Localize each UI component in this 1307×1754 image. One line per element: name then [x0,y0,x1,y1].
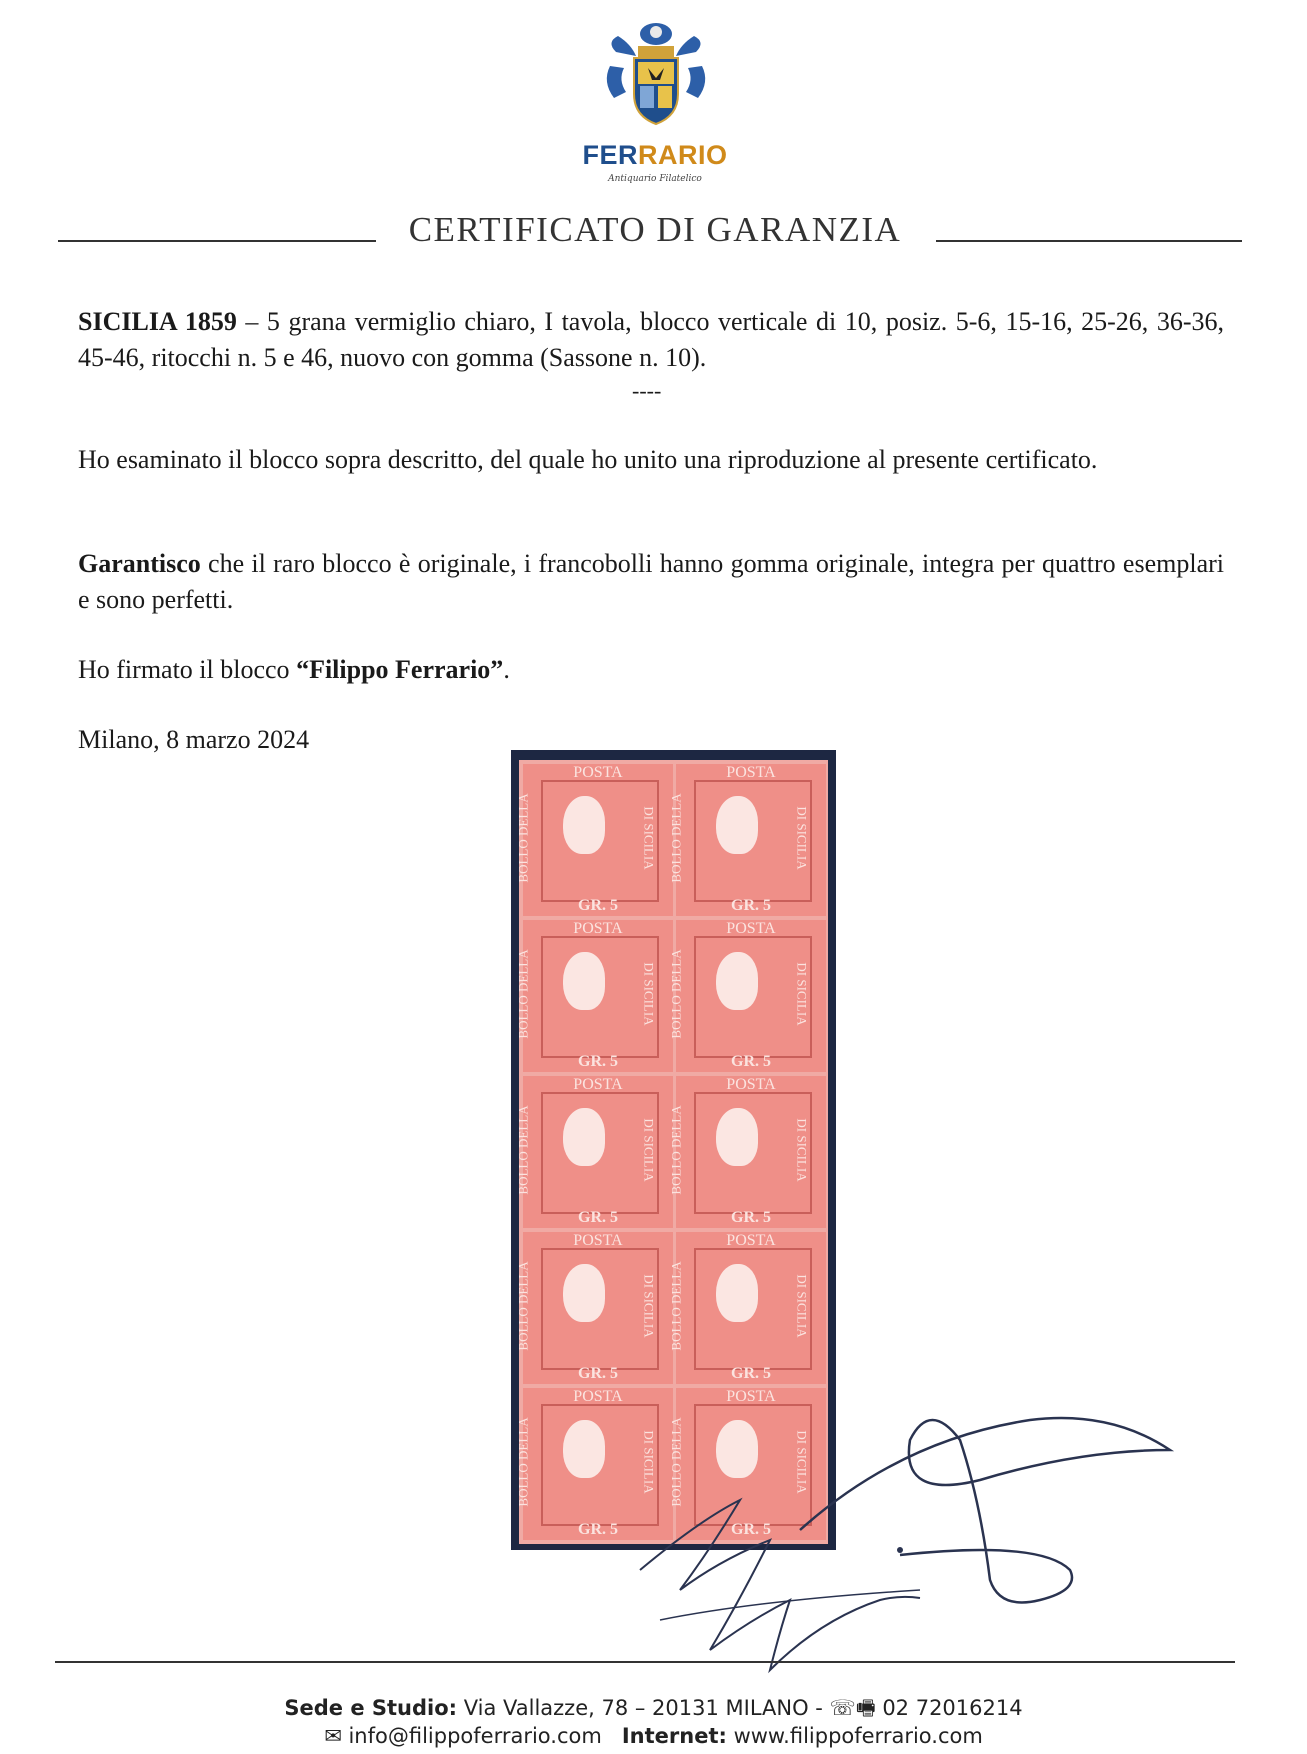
footer-rule [55,1661,1235,1663]
stamp-value-text: GR. 5 [731,1365,771,1382]
separator: ---- [632,378,662,403]
stamp-value-text: GR. 5 [731,1053,771,1070]
stamp-top-text: POSTA [726,920,776,937]
stamp [515,1232,673,1384]
stamp-right-text: DI SICILIA [641,1118,657,1182]
place-date: Milano, 8 marzo 2024 [78,725,310,754]
stamp-value-text: GR. 5 [731,1521,771,1538]
stamp-value-text: GR. 5 [731,1209,771,1226]
brand-name: FERRARIO [582,140,728,170]
stamp [668,1076,826,1228]
stamp [668,764,826,916]
stamp-top-text: POSTA [726,1232,776,1249]
stamp-right-text: DI SICILIA [641,806,657,870]
portrait-icon [716,1108,758,1166]
stamp-right-text: DI SICILIA [794,962,810,1026]
website-link[interactable]: www.filippoferrario.com [726,1724,983,1748]
envelope-icon: ✉ [324,1724,342,1748]
portrait-icon [563,1264,605,1322]
portrait-icon [716,1420,758,1478]
stamp-right-text: DI SICILIA [641,962,657,1026]
footer-contact: ✉ info@filippoferrario.com Internet: www.filippoferrario.com [324,1724,983,1748]
stamp-top-text: POSTA [726,764,776,781]
portrait-icon [716,796,758,854]
guarantee-paragraph: Garantisco che il raro blocco è originale, i francobolli hanno gomma originale, integra per quattro esemplari e sono perfetti. [78,549,1224,614]
stamp [668,920,826,1072]
stamp-value-text: GR. 5 [578,1365,618,1382]
stamp-top-text: POSTA [573,1232,623,1249]
portrait-icon [563,796,605,854]
stamp-right-text: DI SICILIA [641,1430,657,1494]
portrait-icon [563,952,605,1010]
stamp-value-text: GR. 5 [578,1521,618,1538]
email-link[interactable]: info@filippoferrario.com [341,1724,602,1748]
stamp-right-text: DI SICILIA [794,1118,810,1182]
examined-paragraph: Ho esaminato il blocco sopra descritto, del quale ho unito una riproduzione al presente certificato. [78,445,1098,474]
stamp-right-text: DI SICILIA [794,806,810,870]
stamp-left-text: BOLLO DELLA [515,793,531,883]
stamp-left-text: BOLLO DELLA [515,1261,531,1351]
stamp-description: SICILIA 1859 – 5 grana vermiglio chiaro, I tavola, blocco verticale di 10, posiz. 5-6, 15-16, 25-26, 36-36, 45-46, ritocchi n. 5 e 46, nuovo con gomma (Sassone n. 10). [78,307,1224,372]
stamp-right-text: DI SICILIA [794,1274,810,1338]
footer-address: Sede e Studio: Via Vallazze, 78 – 20131 MILANO - ☏🖷 02 72016214 [284,1696,1023,1720]
brand-tagline: Antiquario Filatelico [608,174,702,184]
stamp-value-text: GR. 5 [578,1209,618,1226]
stamp-left-text: BOLLO DELLA [668,1105,684,1195]
stamp-value-text: GR. 5 [578,1053,618,1070]
stamp-left-text: BOLLO DELLA [515,949,531,1039]
stamp-left-text: BOLLO DELLA [515,1105,531,1195]
stamp [515,1076,673,1228]
certificate-title: CERTIFICATO DI GARANZIA [408,210,902,249]
portrait-icon [716,952,758,1010]
signed-paragraph: Ho firmato il blocco “Filippo Ferrario”. [78,655,510,684]
stamp-top-text: POSTA [573,1076,623,1093]
stamp-top-text: POSTA [726,1388,776,1405]
stamp-value-text: GR. 5 [578,897,618,914]
portrait-icon [563,1108,605,1166]
stamp [515,764,673,916]
stamp-top-text: POSTA [726,1076,776,1093]
stamp-left-text: BOLLO DELLA [668,793,684,883]
stamp-top-text: POSTA [573,1388,623,1405]
stamp-left-text: BOLLO DELLA [668,1417,684,1507]
stamp-top-text: POSTA [573,920,623,937]
portrait-icon [716,1264,758,1322]
portrait-icon [563,1420,605,1478]
title-rule-left [58,240,376,242]
title-rule-right [936,240,1242,242]
stamp-left-text: BOLLO DELLA [668,1261,684,1351]
stamp-left-text: BOLLO DELLA [515,1417,531,1507]
stamp-right-text: DI SICILIA [794,1430,810,1494]
stamp [515,920,673,1072]
coat-of-arms-icon [596,22,716,132]
handwritten-signature [620,1480,940,1710]
stamp [668,1232,826,1384]
stamp-right-text: DI SICILIA [641,1274,657,1338]
stamp-top-text: POSTA [573,764,623,781]
stamp-left-text: BOLLO DELLA [668,949,684,1039]
stamp-value-text: GR. 5 [731,897,771,914]
